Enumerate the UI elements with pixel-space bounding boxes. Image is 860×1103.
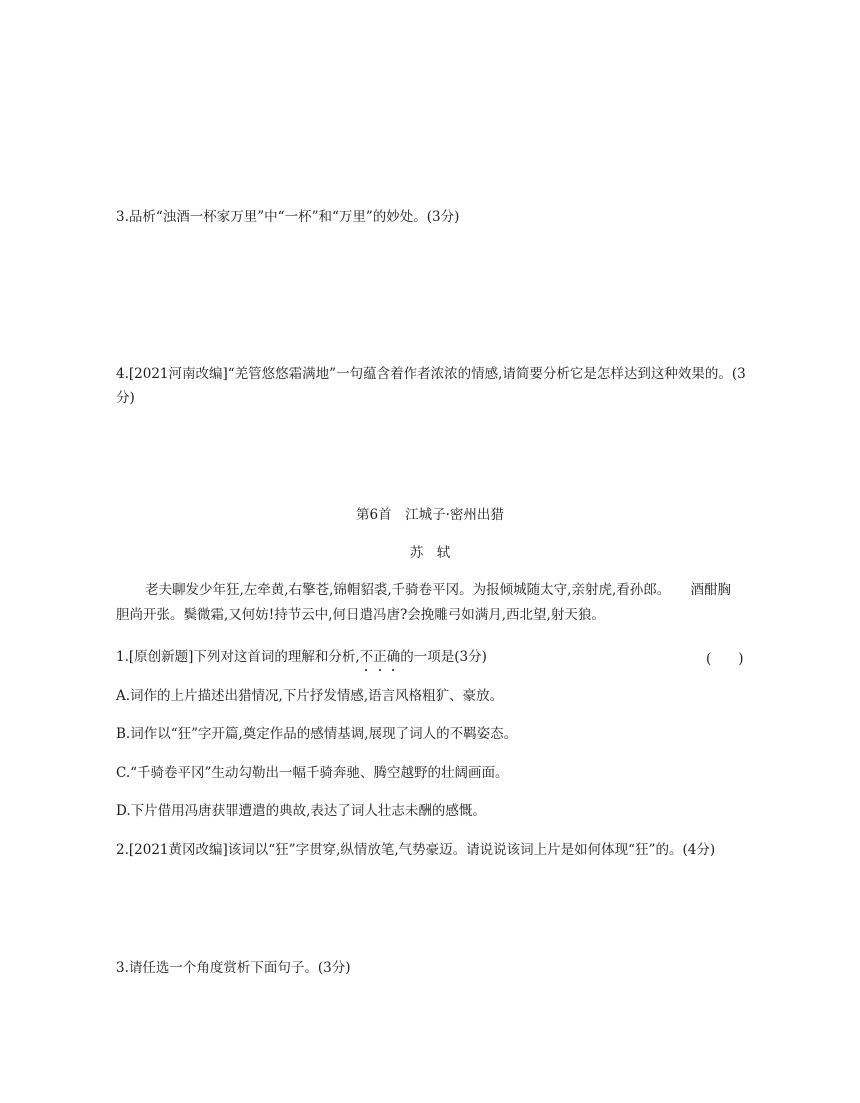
- emphasis-char: 确: [386, 649, 401, 665]
- question-4-previous-line-2: 分): [116, 390, 135, 406]
- question-3-previous: 3.品析“浊酒一杯家万里”中“一杯”和“万里”的妙处。(3分): [116, 209, 460, 225]
- poem-author: 苏 轼: [409, 545, 451, 561]
- question-1: [116, 647, 487, 667]
- question-1-prefix: 1.[原创新题]下列对这首词的理解和分析,: [116, 649, 360, 665]
- emphasis-char: 不: [359, 649, 374, 665]
- option-a: A.词作的上片描述出猎情况,下片抒发情感,语言风格粗犷、豪放。: [116, 688, 504, 704]
- emphasis-char: 正: [373, 649, 387, 665]
- answer-parentheses[interactable]: ( ): [706, 651, 744, 667]
- option-b: B.词作以“狂”字开篇,奠定作品的感情基调,展现了词人的不羁姿态。: [116, 726, 518, 742]
- question-2: 2.[2021黄冈改编]该词以“狂”字贯穿,纵情放笔,气势豪迈。请说说该词上片是如何体现“狂”的。(4分): [116, 842, 716, 858]
- question-4-previous-line-1: 4.[2021河南改编]“羌管悠悠霜满地”一句蕴含着作者浓浓的情感,请简要分析它是怎样达到这种效果的。(3: [116, 366, 746, 382]
- option-d: D.下片借用冯唐获罪遭遣的典故,表达了词人壮志未酬的感慨。: [116, 803, 486, 819]
- poem-text-line-1: 老夫聊发少年狂,左牵黄,右擎苍,锦帽貂裘,千骑卷平冈。为报倾城随太守,亲射虎,看孙郎。 酒酣胸: [145, 582, 731, 598]
- question-1-suffix: 的一项是(3分): [400, 649, 487, 665]
- question-3: 3.请任选一个角度赏析下面句子。(3分): [116, 960, 351, 976]
- poem-heading: 第6首 江城子·密州出猎: [356, 507, 504, 523]
- poem-text-line-2: 胆尚开张。鬓微霜,又何妨!持节云中,何日遣冯唐?会挽雕弓如满月,西北望,射天狼。: [116, 607, 605, 623]
- option-c: C.“千骑卷平冈”生动勾勒出一幅千骑奔驰、腾空越野的壮阔画面。: [116, 765, 509, 781]
